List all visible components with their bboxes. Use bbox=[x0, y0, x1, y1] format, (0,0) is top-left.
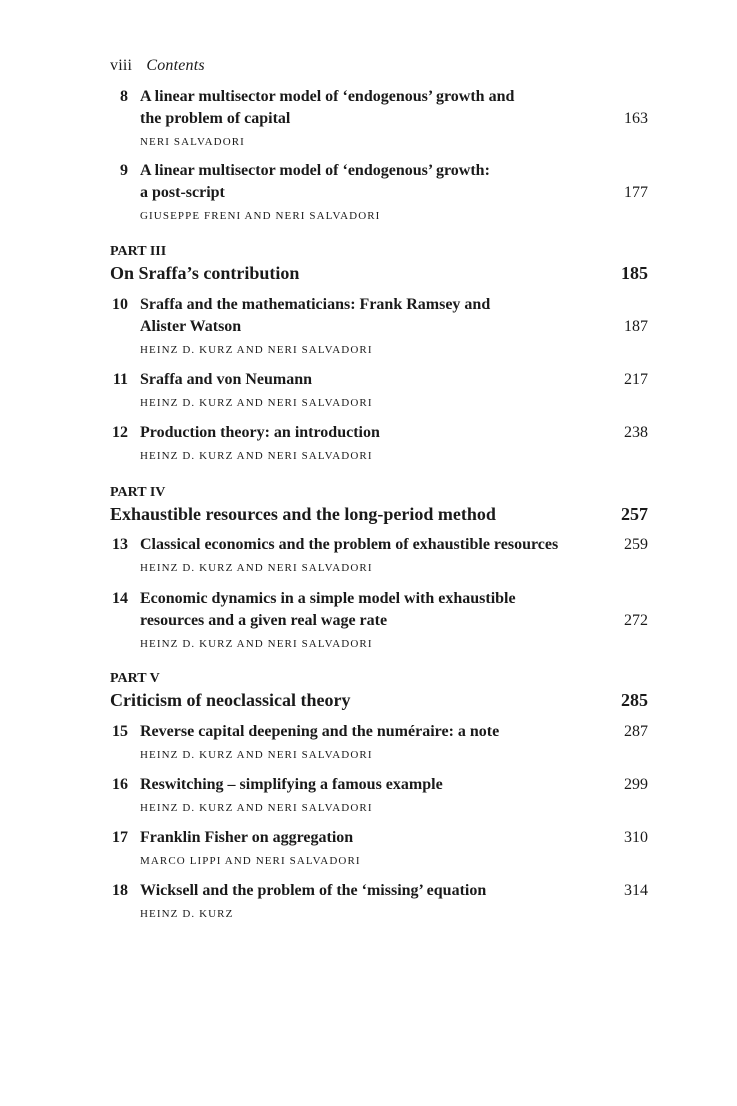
chapter-title bbox=[140, 369, 580, 391]
chapter-title-line: Wicksell and the problem of the ‘missing’ equation bbox=[140, 882, 487, 899]
chapter-title bbox=[140, 880, 580, 902]
chapter-number: 16 bbox=[112, 776, 128, 793]
chapter-title bbox=[140, 294, 580, 338]
chapter-number: 12 bbox=[112, 424, 128, 441]
chapter-author: HEINZ D. KURZ bbox=[140, 908, 234, 920]
chapter-author: HEINZ D. KURZ AND NERI SALVADORI bbox=[140, 562, 373, 574]
chapter-number: 18 bbox=[112, 882, 128, 899]
chapter-title-line: the problem of capital bbox=[140, 110, 291, 127]
chapter-number: 9 bbox=[120, 162, 128, 179]
chapter-number: 17 bbox=[112, 829, 128, 846]
chapter-author: HEINZ D. KURZ AND NERI SALVADORI bbox=[140, 638, 373, 650]
chapter-number: 8 bbox=[120, 88, 128, 105]
chapter-author: HEINZ D. KURZ AND NERI SALVADORI bbox=[140, 802, 373, 814]
chapter-number: 15 bbox=[112, 723, 128, 740]
chapter-title bbox=[140, 422, 580, 444]
chapter-title-line: Production theory: an introduction bbox=[140, 424, 380, 441]
chapter-author: HEINZ D. KURZ AND NERI SALVADORI bbox=[140, 344, 373, 356]
chapter-title bbox=[140, 534, 620, 556]
part-title: Criticism of neoclassical theory bbox=[110, 690, 351, 710]
chapter-title-line: Alister Watson bbox=[140, 318, 242, 335]
page-number: 299 bbox=[624, 776, 648, 793]
chapter-number: 10 bbox=[112, 296, 128, 313]
page-folio: viii bbox=[110, 57, 133, 74]
page-number: 238 bbox=[624, 424, 648, 441]
part-label: PART IV bbox=[110, 485, 166, 500]
page-number: 287 bbox=[624, 723, 648, 740]
page-number: 177 bbox=[624, 184, 648, 201]
chapter-author: NERI SALVADORI bbox=[140, 136, 245, 148]
chapter-author: GIUSEPPE FRENI AND NERI SALVADORI bbox=[140, 210, 381, 222]
chapter-title-line: Reverse capital deepening and the numéraire: a note bbox=[140, 723, 500, 740]
chapter-title-line: resources and a given real wage rate bbox=[140, 612, 388, 629]
chapter-title-line: Sraffa and the mathematicians: Frank Ramsey and bbox=[140, 296, 491, 313]
part-title: Exhaustible resources and the long-period method bbox=[110, 504, 496, 524]
running-head-title: Contents bbox=[146, 57, 205, 74]
part-label: PART V bbox=[110, 671, 160, 686]
chapter-title bbox=[140, 774, 580, 796]
page-number: 314 bbox=[624, 882, 648, 899]
chapter-author: HEINZ D. KURZ AND NERI SALVADORI bbox=[140, 397, 373, 409]
chapter-title bbox=[140, 588, 580, 632]
page-number: 217 bbox=[624, 371, 648, 388]
page-number: 272 bbox=[624, 612, 648, 629]
page-number: 163 bbox=[624, 110, 648, 127]
page-number: 187 bbox=[624, 318, 648, 335]
part-title: On Sraffa’s contribution bbox=[110, 263, 300, 283]
part-label: PART III bbox=[110, 244, 167, 259]
chapter-title-line: a post-script bbox=[140, 184, 225, 201]
chapter-number: 13 bbox=[112, 536, 128, 553]
chapter-title-line: Economic dynamics in a simple model with exhaustible bbox=[140, 590, 516, 607]
chapter-title bbox=[140, 160, 580, 204]
chapter-number: 11 bbox=[112, 371, 128, 388]
part-page-number: 285 bbox=[621, 690, 648, 710]
chapter-title-line: Sraffa and von Neumann bbox=[140, 371, 313, 388]
chapter-title-line: Franklin Fisher on aggregation bbox=[140, 829, 354, 846]
chapter-title-line: Reswitching – simplifying a famous example bbox=[140, 776, 443, 793]
page-number: 310 bbox=[624, 829, 648, 846]
running-head bbox=[110, 57, 205, 75]
part-page-number: 185 bbox=[621, 263, 648, 283]
part-page-number: 257 bbox=[621, 504, 648, 524]
chapter-author: MARCO LIPPI AND NERI SALVADORI bbox=[140, 855, 361, 867]
chapter-title bbox=[140, 86, 580, 130]
chapter-author: HEINZ D. KURZ AND NERI SALVADORI bbox=[140, 749, 373, 761]
chapter-title-line: A linear multisector model of ‘endogenous’ growth and bbox=[140, 88, 515, 105]
chapter-author: HEINZ D. KURZ AND NERI SALVADORI bbox=[140, 450, 373, 462]
chapter-title-line: A linear multisector model of ‘endogenous’ growth: bbox=[140, 162, 490, 179]
chapter-title bbox=[140, 721, 580, 743]
chapter-title bbox=[140, 827, 580, 849]
chapter-number: 14 bbox=[112, 590, 128, 607]
page-number: 259 bbox=[624, 536, 648, 553]
chapter-title-line: Classical economics and the problem of exhaustible resources bbox=[140, 536, 559, 553]
